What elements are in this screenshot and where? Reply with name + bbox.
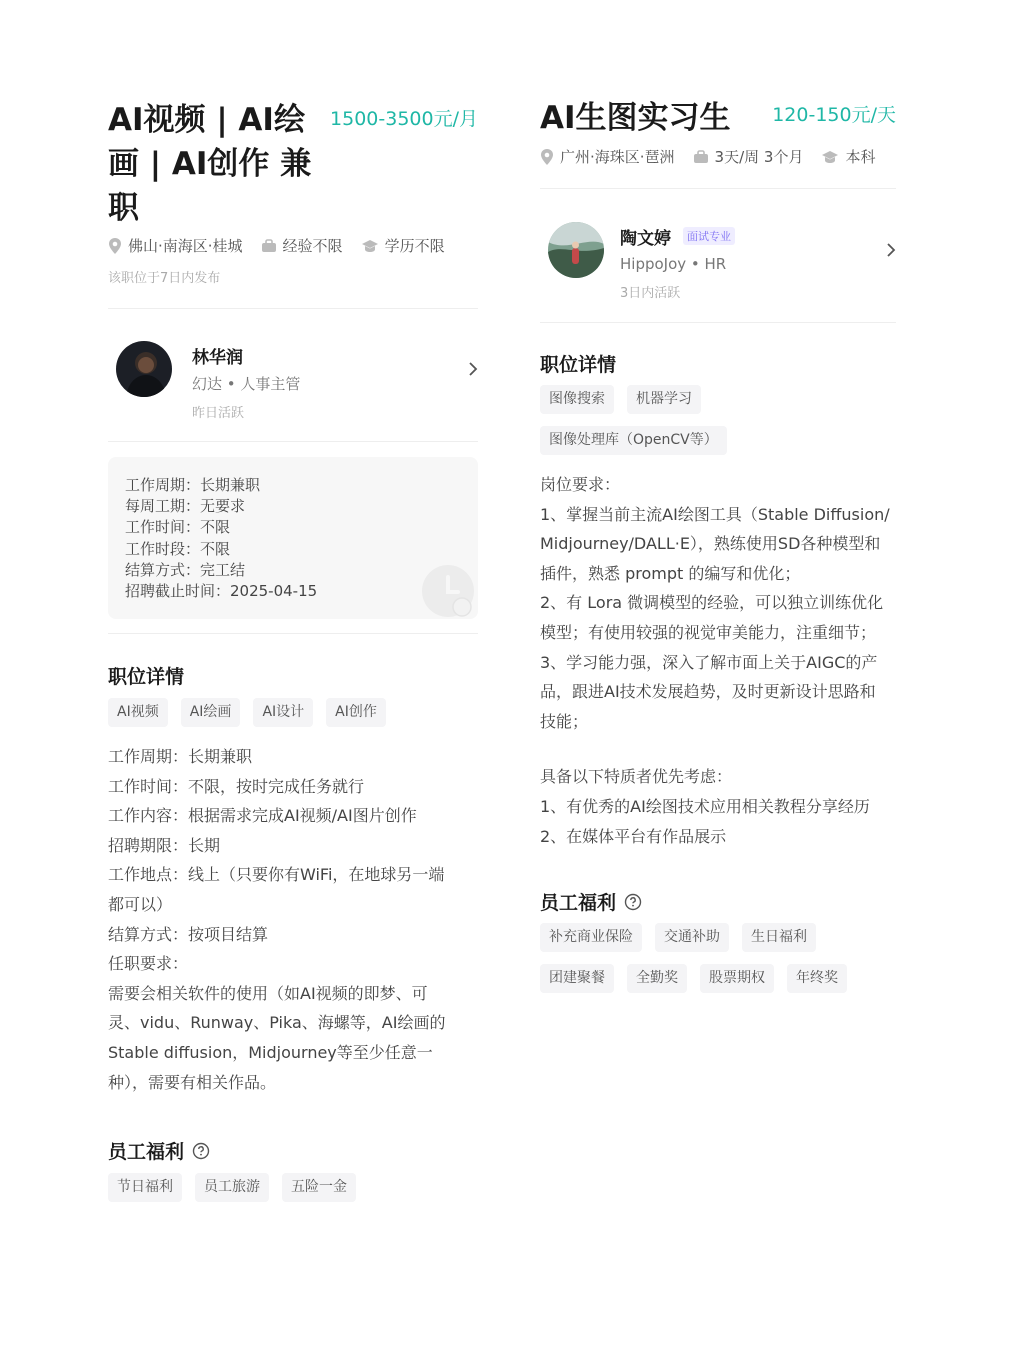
clock-icon	[420, 561, 476, 617]
tag: AI创作	[326, 698, 386, 727]
benefit-tag: 股票期权	[700, 964, 774, 993]
benefit-tag: 生日福利	[742, 923, 816, 952]
avatar	[116, 341, 172, 397]
education: 学历不限	[361, 235, 445, 256]
benefit-tag: 员工旅游	[195, 1173, 269, 1202]
benefit-tag: 团建聚餐	[540, 964, 614, 993]
recruiter-card[interactable]	[108, 335, 478, 425]
briefcase-icon	[261, 239, 277, 253]
divider	[540, 188, 896, 189]
divider	[540, 322, 896, 323]
benefit-tags	[540, 964, 896, 1005]
tag: AI绘画	[181, 698, 241, 727]
section-title-details: 职位详情	[540, 354, 617, 376]
benefit-tags	[108, 1173, 478, 1214]
benefit-tag: 全勤奖	[627, 964, 687, 993]
tag: AI视频	[108, 698, 168, 727]
recruiter-company: 幻达 • 人事主管	[192, 375, 301, 393]
recruiter-card[interactable]	[540, 216, 896, 306]
briefcase-icon	[693, 150, 709, 164]
location-pin-icon	[108, 238, 122, 254]
experience: 经验不限	[261, 235, 343, 256]
section-title-benefits: 员工福利	[108, 1137, 210, 1164]
work-info-box: 工作周期：长期兼职 每周工期：无要求 工作时间：不限 工作时段：不限 结算方式：完工结 招聘截止时间：2025-04-15	[108, 457, 478, 619]
recruiter-name: 林华润	[192, 348, 243, 368]
avatar	[548, 222, 604, 278]
tag: 图像处理库（OpenCV等）	[540, 426, 727, 455]
salary: 120-150元/天	[772, 104, 896, 126]
benefit-tag: 节日福利	[108, 1173, 182, 1202]
schedule: 3天/周 3个月	[693, 146, 804, 167]
divider	[108, 633, 478, 634]
chevron-right-icon[interactable]	[468, 361, 478, 377]
skill-tags	[108, 698, 478, 739]
help-circle-icon[interactable]	[192, 1142, 210, 1160]
graduation-cap-icon	[821, 150, 839, 164]
section-title-benefits: 员工福利	[540, 888, 642, 915]
job-title: AI视频 | AI绘 画 | AI创作 兼 职	[108, 102, 312, 226]
benefit-tag: 年终奖	[787, 964, 847, 993]
chevron-right-icon[interactable]	[886, 242, 896, 258]
job-title: AI生图实习生	[540, 100, 731, 136]
recruiter-active: 昨日活跃	[192, 406, 245, 421]
job-requirements: 岗位要求： 1、掌握当前主流AI绘图工具（Stable Diffusion/ Midjourney/DALL·E），熟练使用SD各种模型和 插件，熟悉 prompt 的编写和优化； 2、有 Lora 微调模型的经验，可以独立训练优化 模型；有使用较强的视觉审美能力，注重细节； 3、学习能力强，深入了解市面上关于AIGC的产 品，跟进AI技术发展趋势，及时更新设计思路和 技能； 具备以下特质者优先考虑： 1、有优秀的AI绘图技术应用相关教程分享经历 2、在媒体平台有作品展示	[540, 475, 890, 846]
location: 广州·海珠区·琶洲	[540, 146, 675, 167]
location: 佛山·南海区·桂城	[108, 235, 243, 256]
job-description: 工作周期：长期兼职 工作时间：不限，按时完成任务就行 工作内容：根据需求完成AI视频/AI图片创作 招聘期限：长期 工作地点：线上（只要你有WiFi，在地球另一端 都可以） 结算方式：按项目结算 任职要求： 需要会相关软件的使用（如AI视频的即梦、可 灵、vidu、Runway、Pika、海螺等，AI绘画的 Stable diffusion，Midjourney等至少任意一 种），需要有相关作品。	[108, 747, 446, 1092]
section-title-details: 职位详情	[108, 666, 185, 688]
benefit-tag: 交通补助	[655, 923, 729, 952]
tag: 机器学习	[627, 385, 701, 414]
tag: AI设计	[253, 698, 313, 727]
skill-tags	[540, 385, 790, 467]
recruiter-active: 3日内活跃	[620, 286, 681, 301]
graduation-cap-icon	[361, 239, 379, 253]
divider	[108, 308, 478, 309]
benefit-tag: 五险一金	[282, 1173, 356, 1202]
tag: 图像搜索	[540, 385, 614, 414]
salary: 1500-3500元/月	[330, 108, 478, 130]
recruiter-badge: 面试专业	[683, 227, 735, 245]
posted-time: 该职位于7日内发布	[108, 271, 221, 286]
help-circle-icon[interactable]	[624, 893, 642, 911]
job-meta	[108, 235, 478, 256]
divider	[108, 441, 478, 442]
recruiter-company: HippoJoy • HR	[620, 255, 727, 273]
recruiter-name: 陶文婷	[620, 229, 671, 249]
benefit-tag: 补充商业保险	[540, 923, 642, 952]
education: 本科	[821, 146, 875, 167]
benefit-tags	[540, 923, 896, 964]
location-pin-icon	[540, 149, 554, 165]
job-meta	[540, 146, 896, 167]
